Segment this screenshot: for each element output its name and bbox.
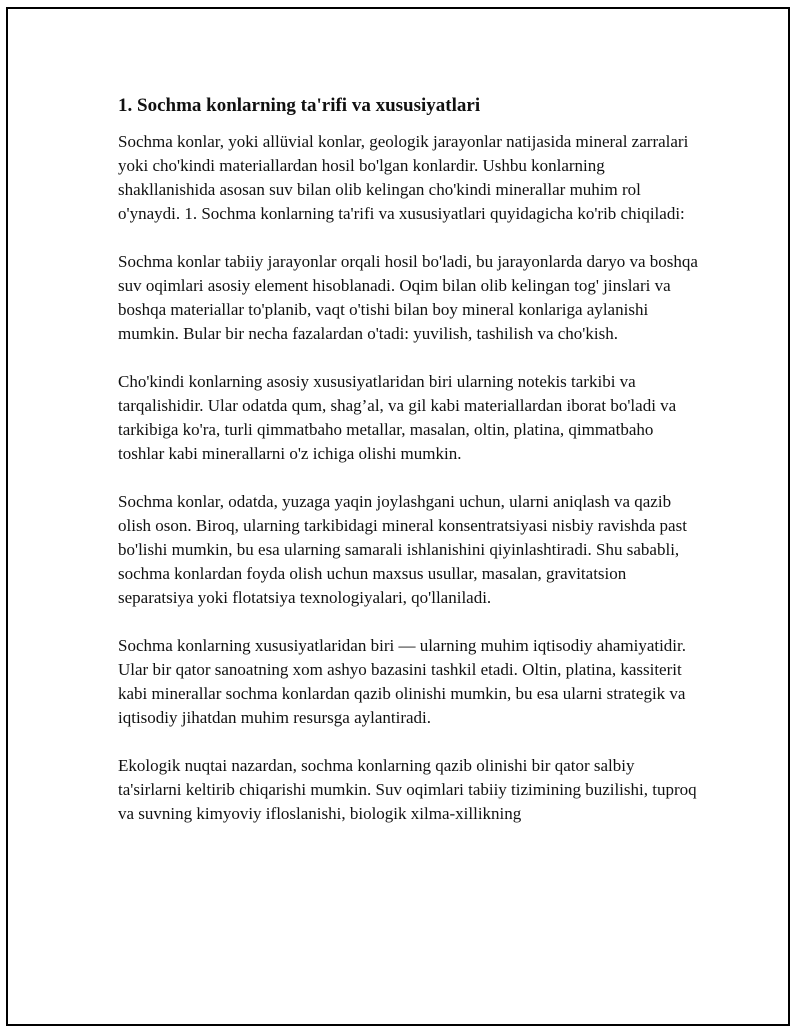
document-body — [118, 92, 698, 850]
paragraph-4: Sochma konlar, odatda, yuzaga yaqin joylashgani uchun, ularni aniqlash va qazib olish oson. Biroq, ularning tarkibidagi mineral konsentratsiyasi nisbiy ravishda past bo'lishi mumkin, bu esa ularning samarali ishlanishini qiyinlashtiradi. Shu sababli, sochma konlardan foyda olish uchun maxsus usullar, masalan, gravitatsion separatsiya yoki flotatsiya texnologiyalari, qo'llaniladi. — [118, 492, 687, 607]
paragraph-1: Sochma konlar, yoki allüvial konlar, geologik jarayonlar natijasida mineral zarralari yoki cho'kindi materiallardan hosil bo'lgan konlardir. Ushbu konlarning shakllanishida asosan suv bilan olib kelingan cho'kindi minerallar muhim rol o'ynaydi. 1. Sochma konlarning ta'rifi va xususiyatlari quyidagicha ko'rib chiqiladi: — [118, 132, 689, 223]
paragraph-6: Ekologik nuqtai nazardan, sochma konlarning qazib olinishi bir qator salbiy ta'sirlarni keltirib chiqarishi mumkin. Suv oqimlari tabiiy tizimining buzilishi, tuproq va suvning kimyoviy ifloslanishi, biologik xilma-xillikning — [118, 756, 697, 823]
paragraph-3: Cho'kindi konlarning asosiy xususiyatlaridan biri ularning notekis tarkibi va tarqalishidir. Ular odatda qum, shag’al, va gil kabi materiallardan iborat bo'ladi va tarkibiga ko'ra, turli qimmatbaho metallar, masalan, oltin, platina, qimmatbaho toshlar kabi minerallarni o'z ichiga olishi mumkin. — [118, 372, 677, 463]
paragraph-5: Sochma konlarning xususiyatlaridan biri — ularning muhim iqtisodiy ahamiyatidir. Ular bir qator sanoatning xom ashyo bazasini tashkil etadi. Oltin, platina, kassiterit kabi minerallar sochma konlardan qazib olinishi mumkin, bu esa ularni strategik va iqtisodiy jihatdan muhim resursga aylantiradi. — [118, 636, 687, 727]
document-title: 1. Sochma konlarning ta'rifi va xususiyatlari — [118, 95, 481, 116]
paragraph-2: Sochma konlar tabiiy jarayonlar orqali hosil bo'ladi, bu jarayonlarda daryo va boshqa suv oqimlari asosiy element hisoblanadi. Oqim bilan olib kelingan tog' jinslari va boshqa materiallar to'planib, vaqt o'tishi bilan boy mineral konlariga aylanishi mumkin. Bular bir necha fazalardan o'tadi: yuvilish, tashilish va cho'kish. — [118, 252, 698, 343]
